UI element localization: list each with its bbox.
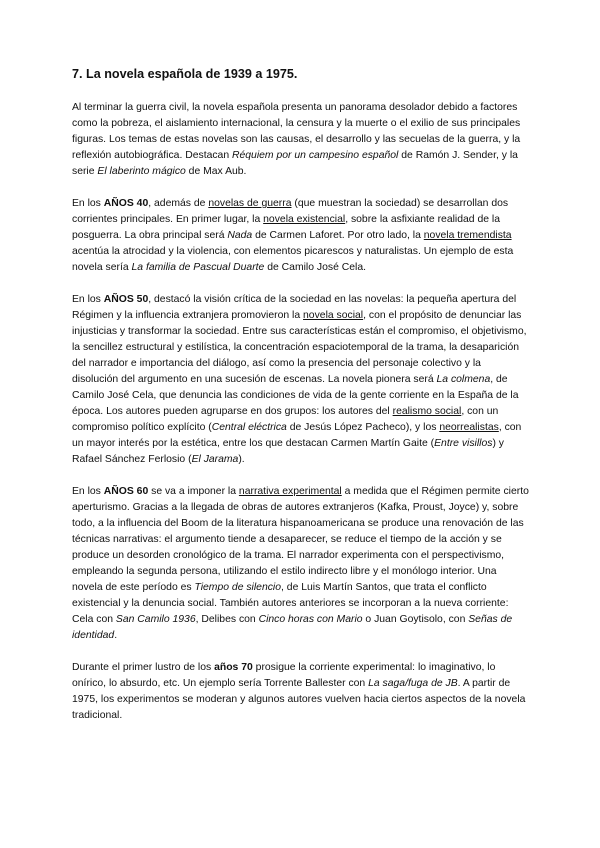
work-title: Réquiem por un campesino español xyxy=(232,150,399,161)
text: , destacó la visión crítica de la sociedad en las novelas: la pequeña apertura del Régimen y la influencia extranjera promovieron la xyxy=(72,294,517,321)
text: ) y Rafael Sánchez Ferlosio ( xyxy=(72,438,504,465)
text: ). xyxy=(238,454,245,465)
movement-term: neorrealistas xyxy=(439,422,499,433)
text: Al terminar la guerra civil, la novela española presenta un panorama desolador debido a factores como la pobreza, el aislamiento internacional, la censura y la muerte o el exilio de sus principales figuras. Los temas de estas novelas son las causas, el desarrollo y las secuelas de la guerra, y la reflexión autobiográfica. Destacan xyxy=(72,102,521,161)
movement-term: novela social xyxy=(303,310,364,321)
text: En los xyxy=(72,198,104,209)
work-title: Señas de identidad xyxy=(72,614,513,641)
movement-term: novelas de guerra xyxy=(208,198,292,209)
work-title: La colmena xyxy=(436,374,491,385)
work-title: San Camilo 1936 xyxy=(115,614,196,625)
movement-term: novela existencial xyxy=(263,214,346,225)
text: de Ramón J. Sender, y la serie xyxy=(72,150,518,177)
text: , con el propósito de denunciar las injusticias y transformar la sociedad. Entre sus características están el compromiso, el objetivismo, la sencillez estructural y estilística, la concentración espaciotemporal de la trama, la desaparición del narrador e importancia del diálogo, así como la presencia del personaje colectivo y la disolución del argumento en una sucesión de escenas. La novela pionera será xyxy=(72,310,527,385)
decade-label: años 70 xyxy=(214,662,253,673)
text: Durante el primer lustro de los xyxy=(72,662,215,673)
paragraph-40s xyxy=(72,196,530,276)
text: o Juan Goytisolo, con xyxy=(362,614,469,625)
text: se va a imponer la xyxy=(148,486,239,497)
work-title: La familia de Pascual Duarte xyxy=(131,262,265,273)
text: . A partir de 1975, los experimentos se moderan y algunos autores vuelven hacia ciertos aspectos de la novela tradicional. xyxy=(72,678,526,721)
decade-label: AÑOS 40 xyxy=(103,198,149,209)
text: (que muestran la sociedad) se desarrollan dos corrientes principales. En primer lugar, la xyxy=(72,198,509,225)
text: , sobre la asfixiante realidad de la posguerra. La obra principal será xyxy=(72,214,500,241)
decade-label: AÑOS 50 xyxy=(103,294,149,305)
text: prosigue la corriente experimental: lo imaginativo, lo onírico, lo absurdo, etc. Un ejemplo sería Torrente Ballester con xyxy=(72,662,496,689)
text: , con un mayor interés por la estética, entre los que destacan Carmen Martín Gaite ( xyxy=(72,422,522,449)
text: , Delibes con xyxy=(195,614,259,625)
paragraph-70s xyxy=(72,660,530,724)
work-title: La saga/fuga de JB xyxy=(368,678,458,689)
text: , además de xyxy=(148,198,209,209)
work-title: Cinco horas con Mario xyxy=(258,614,363,625)
text: de Camilo José Cela. xyxy=(264,262,366,273)
text: de Max Aub. xyxy=(185,166,247,177)
paragraph-intro xyxy=(72,100,530,180)
document-page xyxy=(72,66,530,740)
movement-term: realismo social xyxy=(392,406,462,417)
movement-term: novela tremendista xyxy=(423,230,512,241)
work-title: El Jarama xyxy=(191,454,239,465)
work-title: Entre visillos xyxy=(434,438,493,449)
text: a medida que el Régimen permite cierto aperturismo. Gracias a la llegada de obras de autores extranjeros (Kafka, Proust, Joyce) y, sobre todo, a la influencia del Boom de la literatura hispanoamericana se produce una renovación de las técnicas narrativas: el argumento tiende a desaparecer, se reduce el tiempo de la acción y se produce un desorden cronológico de la trama. El narrador experimenta con el perspectivismo, empleando la segunda persona, utilizando el estilo indirecto libre y el monólogo interior. Una novela de este período es xyxy=(72,486,529,593)
document-title: 7. La novela española de 1939 a 1975. xyxy=(72,67,298,81)
work-title: Nada xyxy=(227,230,253,241)
text: , de Luis Martín Santos, que trata el conflicto existencial y la denuncia social. También autores anteriores se incorporan a la nueva corriente: Cela con xyxy=(72,582,509,625)
text: , con un compromiso político explícito ( xyxy=(72,406,499,433)
text: En los xyxy=(72,486,104,497)
paragraph-50s xyxy=(72,292,530,468)
text: En los xyxy=(72,294,104,305)
text: acentúa la atrocidad y la violencia, con elementos picarescos y naturalistas. Un ejemplo de esta novela sería xyxy=(72,246,514,273)
text: . xyxy=(114,630,118,641)
text: , de Camilo José Cela, que denuncia las condiciones de vida de la gente corriente en la España de la época. Los autores pueden agruparse en dos grupos: los autores del xyxy=(72,374,519,417)
movement-term: narrativa experimental xyxy=(238,486,342,497)
text: de Jesús López Pacheco), y los xyxy=(286,422,440,433)
paragraph-60s xyxy=(72,484,530,644)
work-title: Tiempo de silencio xyxy=(194,582,282,593)
work-title: El laberinto mágico xyxy=(97,166,186,177)
decade-label: AÑOS 60 xyxy=(103,486,149,497)
text: de Carmen Laforet. Por otro lado, la xyxy=(252,230,424,241)
work-title: Central eléctrica xyxy=(211,422,287,433)
